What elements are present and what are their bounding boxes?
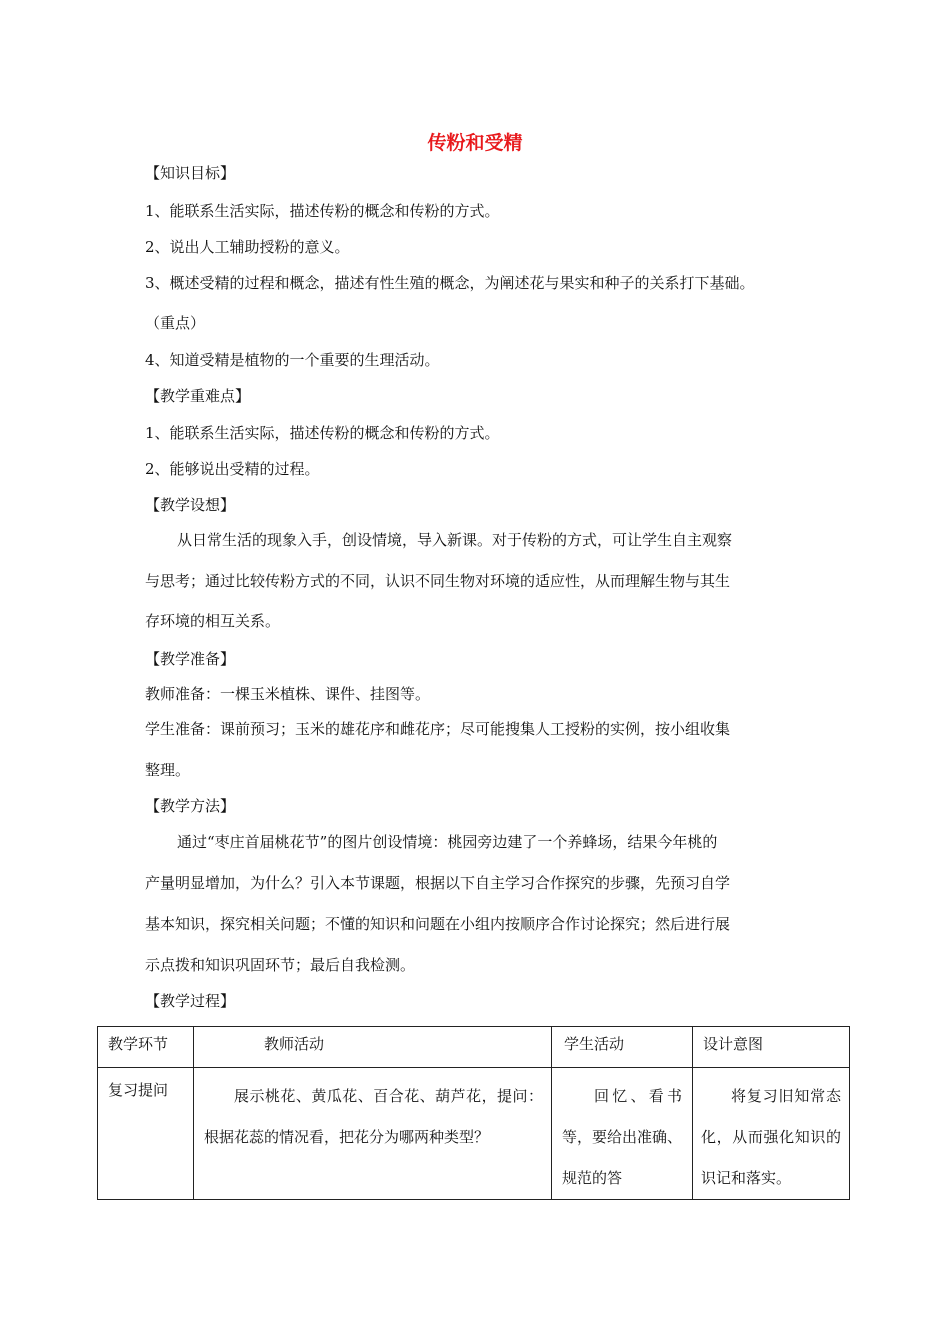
paragraph: 2、说出人工辅助授粉的意义。 <box>145 238 350 256</box>
table-cell <box>693 1068 850 1200</box>
paragraph: 1、能联系生活实际，描述传粉的概念和传粉的方式。 <box>145 424 500 442</box>
cell-intent: 将复习旧知常态化，从而强化知识的识记和落实。 <box>701 1087 841 1187</box>
paragraph: 3、概述受精的过程和概念，描述有性生殖的概念，为阐述花与果实和种子的关系打下基础。 <box>145 274 755 292</box>
paragraph: 4、知道受精是植物的一个重要的生理活动。 <box>145 351 440 369</box>
paragraph: 学生准备：课前预习；玉米的雄花序和雌花序；尽可能搜集人工授粉的实例，按小组收集 <box>145 720 731 738</box>
table-header-cell <box>552 1027 693 1068</box>
paragraph: 教师准备：一棵玉米植株、课件、挂图等。 <box>145 685 431 703</box>
paragraph: 存环境的相互关系。 <box>145 612 281 630</box>
paragraph: 整理。 <box>145 761 191 779</box>
cell-student: 回忆、看书等，要给出准确、规范的答 <box>562 1087 683 1187</box>
paragraph: （重点） <box>145 314 206 332</box>
paragraph: 1、能联系生活实际，描述传粉的概念和传粉的方式。 <box>145 202 500 220</box>
cell-stage: 复习提问 <box>108 1081 169 1099</box>
table-cell <box>194 1068 552 1200</box>
paragraph: 2、能够说出受精的过程。 <box>145 460 320 478</box>
heading-design: 【教学设想】 <box>145 496 236 514</box>
table-cell <box>98 1068 194 1200</box>
header-student: 学生活动 <box>564 1035 625 1053</box>
paragraph: 从日常生活的现象入手，创设情境，导入新课。对于传粉的方式，可让学生自主观察 <box>177 531 733 549</box>
paragraph: 与思考；通过比较传粉方式的不同，认识不同生物对环境的适应性，从而理解生物与其生 <box>145 572 731 590</box>
heading-knowledge-goal: 【知识目标】 <box>145 164 236 182</box>
heading-process: 【教学过程】 <box>145 992 236 1010</box>
process-table <box>97 1026 850 1200</box>
paragraph: 示点拨和知识巩固环节；最后自我检测。 <box>145 956 416 974</box>
table-header-cell <box>98 1027 194 1068</box>
cell-teacher: 展示桃花、黄瓜花、百合花、葫芦花，提问：根据花蕊的情况看，把花分为哪两种类型？ <box>204 1087 543 1146</box>
table-header-row <box>98 1027 850 1068</box>
paragraph: 产量明显增加，为什么？引入本节课题，根据以下自主学习合作探究的步骤，先预习自学 <box>145 874 731 892</box>
heading-key-points: 【教学重难点】 <box>145 387 251 405</box>
table-header-cell <box>693 1027 850 1068</box>
heading-method: 【教学方法】 <box>145 797 236 815</box>
table-cell <box>552 1068 693 1200</box>
header-teacher: 教师活动 <box>264 1035 325 1053</box>
paragraph: 基本知识，探究相关问题；不懂的知识和问题在小组内按顺序合作讨论探究；然后进行展 <box>145 915 731 933</box>
heading-preparation: 【教学准备】 <box>145 650 236 668</box>
paragraph: 通过“枣庄首届桃花节”的图片创设情境：桃园旁边建了一个养蜂场，结果今年桃的 <box>177 833 718 851</box>
header-stage: 教学环节 <box>108 1035 169 1053</box>
header-intent: 设计意图 <box>703 1035 764 1053</box>
document-title: 传粉和受精 <box>427 132 523 154</box>
table-header-cell <box>194 1027 552 1068</box>
table-row <box>98 1068 850 1200</box>
